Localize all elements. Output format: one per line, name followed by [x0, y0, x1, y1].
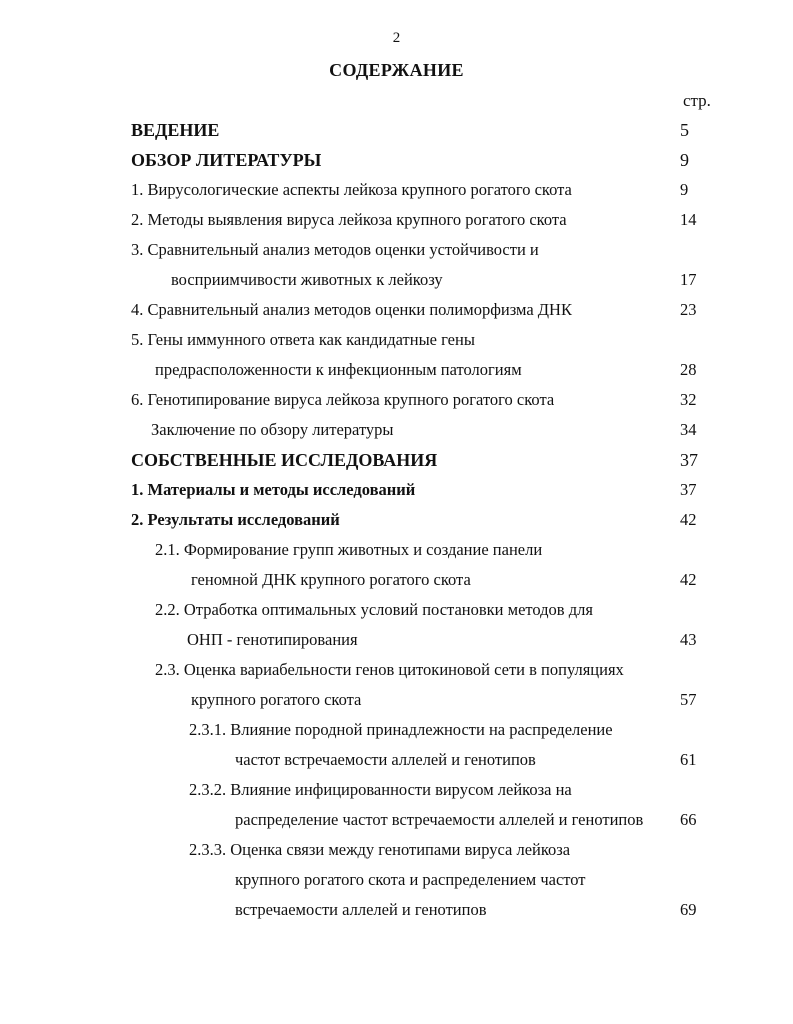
toc-entry-text: 2.2. Отработка оптимальных условий постановки методов для [155, 600, 593, 619]
toc-entry [0, 325, 793, 355]
toc-entry-page: 5 [680, 120, 689, 140]
toc-entry [0, 295, 793, 325]
toc-entry-page: 43 [680, 630, 697, 649]
toc-entry-page: 57 [680, 690, 697, 709]
toc-entry [0, 775, 793, 805]
toc-entry-page: 32 [680, 390, 697, 409]
toc-entry-page: 9 [680, 150, 689, 170]
toc-entry [0, 565, 793, 595]
toc-entry-text: 3. Сравнительный анализ методов оценки устойчивости и [131, 240, 539, 259]
toc-entry-text: крупного рогатого скота и распределением частот [235, 870, 586, 889]
toc-entry [0, 745, 793, 775]
toc-entry [0, 535, 793, 565]
toc-entry [0, 145, 793, 175]
toc-entry [0, 115, 793, 145]
page-column-label: стр. [683, 91, 711, 110]
toc-entry [0, 505, 793, 535]
toc-entry-text: 6. Генотипирование вируса лейкоза крупного рогатого скота [131, 390, 555, 409]
toc-entry-text: встречаемости аллелей и генотипов [235, 900, 487, 919]
toc-entry-text: 2. Результаты исследований [131, 510, 340, 529]
toc-entry-page: 17 [680, 270, 697, 289]
toc-entry-text: 2.3.1. Влияние породной принадлежности на распределение [189, 720, 613, 739]
toc-entry-page: 66 [680, 810, 697, 829]
toc-entry-text: 2.1. Формирование групп животных и создание панели [155, 540, 543, 559]
toc-entry [0, 595, 793, 625]
page-title: СОДЕРЖАНИЕ [329, 60, 464, 80]
toc-entry-text: 1. Материалы и методы исследований [131, 480, 416, 499]
toc-entry [0, 265, 793, 295]
toc-entry [0, 355, 793, 385]
toc-entry-text: 1. Вирусологические аспекты лейкоза крупного рогатого скота [131, 180, 572, 199]
toc-entry [0, 475, 793, 505]
toc-entry-page: 34 [680, 420, 697, 439]
toc-entry [0, 235, 793, 265]
toc-entry [0, 685, 793, 715]
toc-entry-text: предрасположенности к инфекционным патологиям [155, 360, 522, 379]
toc-entry [0, 385, 793, 415]
table-of-contents [0, 115, 793, 925]
toc-entry-text: СОБСТВЕННЫЕ ИССЛЕДОВАНИЯ [131, 450, 438, 470]
toc-entry-text: 5. Гены иммунного ответа как кандидатные гены [131, 330, 475, 349]
toc-entry-text: 2. Методы выявления вируса лейкоза крупного рогатого скота [131, 210, 567, 229]
toc-entry-text: 2.3. Оценка вариабельности генов цитокиновой сети в популяциях [155, 660, 624, 679]
toc-entry-text: 2.3.3. Оценка связи между генотипами вируса лейкоза [189, 840, 571, 859]
toc-entry-text: ВЕДЕНИЕ [131, 120, 220, 140]
toc-entry-page: 42 [680, 510, 697, 529]
toc-entry [0, 805, 793, 835]
toc-entry-text: распределение частот встречаемости аллелей и генотипов [235, 810, 644, 829]
toc-entry-page: 37 [680, 450, 698, 470]
toc-entry-text: крупного рогатого скота [191, 690, 362, 709]
toc-entry-page: 14 [680, 210, 697, 229]
toc-entry-page: 9 [680, 180, 689, 199]
toc-entry [0, 205, 793, 235]
toc-entry-text: частот встречаемости аллелей и генотипов [235, 750, 536, 769]
toc-entry [0, 835, 793, 865]
toc-entry [0, 865, 793, 895]
toc-entry-page: 23 [680, 300, 697, 319]
toc-entry-text: восприимчивости животных к лейкозу [171, 270, 443, 289]
toc-entry-text: 4. Сравнительный анализ методов оценки полиморфизма ДНК [131, 300, 572, 319]
toc-entry-text: Заключение по обзору литературы [151, 420, 394, 439]
toc-entry-text: 2.3.2. Влияние инфицированности вирусом лейкоза на [189, 780, 572, 799]
toc-entry [0, 625, 793, 655]
toc-entry-text: ОНП - генотипирования [187, 630, 358, 649]
toc-entry-page: 37 [680, 480, 697, 499]
toc-entry [0, 895, 793, 925]
toc-entry-page: 42 [680, 570, 697, 589]
toc-entry-text: геномной ДНК крупного рогатого скота [191, 570, 471, 589]
toc-entry [0, 715, 793, 745]
toc-entry [0, 655, 793, 685]
toc-entry-page: 28 [680, 360, 697, 379]
toc-entry [0, 175, 793, 205]
toc-entry [0, 415, 793, 445]
toc-entry [0, 445, 793, 475]
toc-entry-page: 61 [680, 750, 697, 769]
page-number: 2 [392, 30, 401, 46]
toc-entry-page: 69 [680, 900, 697, 919]
toc-entry-text: ОБЗОР ЛИТЕРАТУРЫ [131, 150, 322, 170]
